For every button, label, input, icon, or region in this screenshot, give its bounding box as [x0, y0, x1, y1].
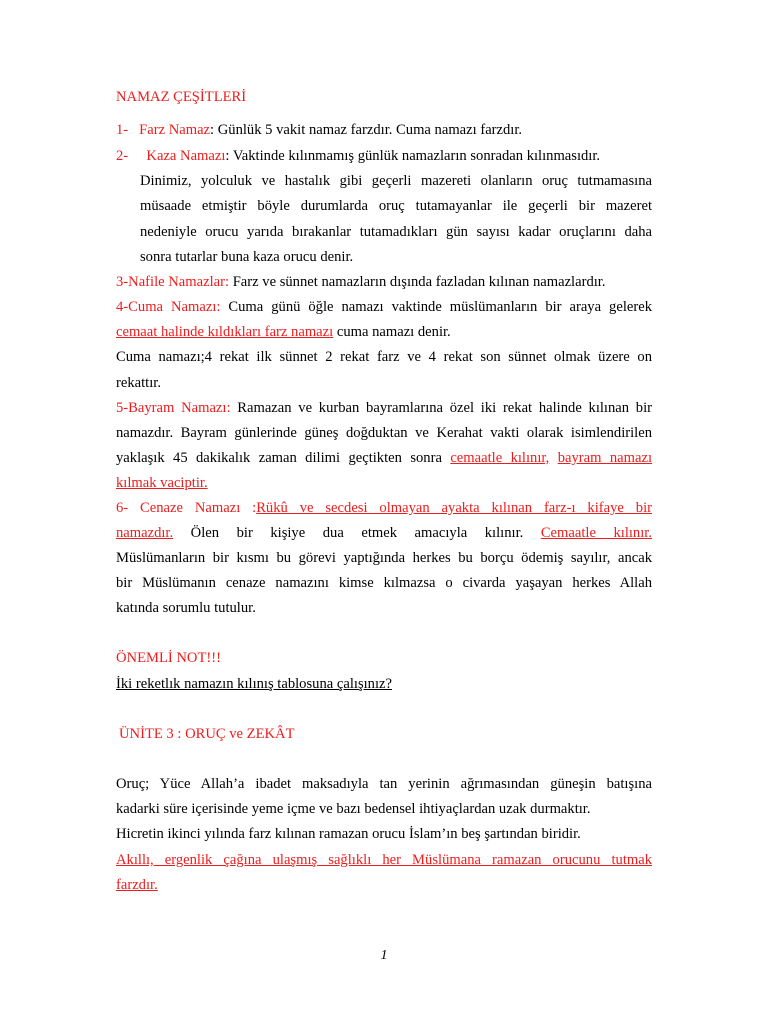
item-4-line-3: Cuma namazı;4 rekat ilk sünnet 2 rekat farz ve 4 rekat son sünnet olmak üzere on [116, 349, 652, 365]
item-6-line-2-text: Ölen bir kişiye dua etmek amacıyla kılınır. [173, 525, 541, 541]
item-2-number: 2- [116, 148, 129, 164]
item-4-label: Cuma Namazı: [128, 299, 221, 315]
item-2-line-4: nedeniyle orucu yarıda bırakanlar tutamadıkları gün sayısı kadar oruçlarını daha [140, 224, 652, 240]
item-4-line-2-text: cuma namazı denir. [333, 324, 451, 340]
item-4-text: Cuma günü öğle namazı vaktinde müslümanların bir araya gelerek [220, 299, 652, 315]
item-5-line-3-text: yaklaşık 45 dakikalık zaman dilimi geçtikten sonra [116, 450, 451, 466]
item-6-underlined-2: namazdır. [116, 525, 174, 541]
item-1-label: Farz Namaz [139, 122, 211, 138]
item-6-underlined-1: Rükû ve secdesi olmayan ayakta kılınan farz-ı kifaye bir [256, 500, 652, 516]
item-5-label: 5-Bayram Namazı: [116, 400, 231, 416]
item-1-number: 1- [116, 122, 129, 138]
item-3 [116, 272, 606, 292]
item-5-underlined-3: kılmak vaciptir. [116, 475, 208, 491]
item-2-line-1 [116, 146, 600, 166]
item-5-line-2: namazdır. Bayram günlerinde güneş doğduktan ve Kerahat vakti olarak isimlendirilen [116, 425, 652, 441]
item-6-label: 6- Cenaze Namazı : [116, 500, 257, 516]
item-2-line-2: Dinimiz, yolculuk ve hastalık gibi geçerli mazereti olanların oruç tutmamasına [140, 173, 652, 189]
oruc-line-1: Oruç; Yüce Allah’a ibadet maksadıyla tan yerinin ağrımasından güneşin batışına [116, 776, 652, 792]
item-6-line-2 [116, 523, 652, 543]
item-2-text: : Vaktinde kılınmamış günlük namazların sonradan kılınmasıdır. [225, 148, 601, 164]
item-2-label: Kaza Namazı [146, 148, 226, 164]
oruc-line-2: kadarki süre içerisinde yeme içme ve bazı bedensel ihtiyaçlardan uzak durmaktır. [116, 801, 591, 817]
item-6-line-3: Müslümanların bir kısmı bu görevi yaptığında herkes bu borçu ödemiş sayılır, ancak [116, 550, 652, 566]
item-1-text: : Günlük 5 vakit namaz farzdır. Cuma namazı farzdır. [210, 122, 523, 138]
item-5-underlined-2: bayram namazı [557, 450, 653, 466]
note-text: İki reketlık namazın kılınış tablosuna çalışınız? [116, 676, 392, 692]
section-heading: NAMAZ ÇEŞİTLERİ [116, 89, 247, 105]
item-3-label: 3-Nafile Namazlar: [116, 274, 230, 290]
item-6-line-5: katında sorumlu tutulur. [116, 600, 256, 616]
item-1 [116, 120, 522, 140]
item-6-underlined-3: Cemaatle kılınır. [540, 525, 652, 541]
item-2-line-3: müsaade etmiştir böyle durumlarda oruç tutamayanlar ile geçerli bir mazeret [140, 198, 652, 214]
item-5-line-3 [116, 448, 652, 468]
item-6-line-4: bir Müslümanın cenaze namazını kimse kılmazsa o civarda yaşayan herkes Allah [116, 575, 652, 591]
oruc-line-3: Hicretin ikinci yılında farz kılınan ramazan orucu İslam’ın beş şartından biridir. [116, 826, 581, 842]
item-5-line-1 [116, 398, 652, 418]
note-title: ÖNEMLİ NOT!!! [116, 650, 221, 666]
item-4-underlined: cemaat halinde kıldıkları farz namazı [116, 324, 334, 340]
unit-title: ÜNİTE 3 : ORUÇ ve ZEKÂT [119, 726, 295, 742]
item-4-number: 4- [116, 299, 129, 315]
item-5-line-4 [116, 473, 208, 493]
page-number: 1 [380, 948, 388, 963]
item-2-line-5: sonra tutarlar buna kaza orucu denir. [140, 249, 354, 265]
item-5-underlined-1: cemaatle kılınır, [450, 450, 550, 466]
item-4-line-2 [116, 322, 451, 342]
item-6-line-1 [116, 498, 652, 518]
item-5-text: Ramazan ve kurban bayramlarına özel iki rekat halinde kılınan bir [230, 400, 653, 416]
item-4-line-4: rekattır. [116, 375, 161, 391]
item-4-line-1 [116, 297, 652, 317]
oruc-line-5: farzdır. [116, 877, 158, 893]
oruc-line-4: Akıllı, ergenlik çağına ulaşmış sağlıklı her Müslümana ramazan orucunu tutmak [116, 852, 652, 868]
item-3-text: Farz ve sünnet namazların dışında fazladan kılınan namazlardır. [229, 274, 606, 290]
